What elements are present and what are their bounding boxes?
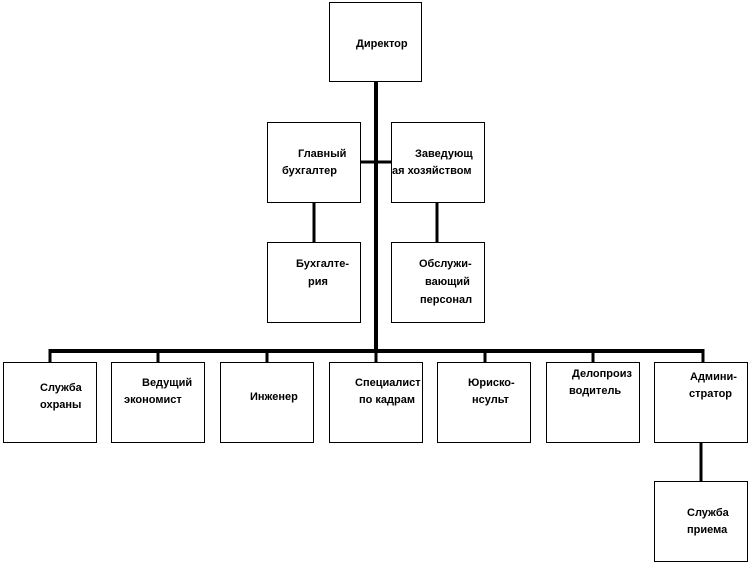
node-accounting-line1: Бухгалте- xyxy=(296,258,349,270)
node-lead-economist xyxy=(111,362,205,443)
node-engineer xyxy=(220,362,314,443)
node-reception-service xyxy=(654,481,748,562)
node-security-service-line2: охраны xyxy=(40,399,82,411)
node-legal-counsel-line1: Юриско- xyxy=(468,377,515,389)
node-service-staff-line3: персонал xyxy=(420,294,473,306)
node-accounting xyxy=(267,242,361,323)
node-lead-economist-line1: Ведущий xyxy=(142,377,193,389)
node-clerk xyxy=(546,362,640,443)
node-reception-service-line1: Служба xyxy=(687,507,729,519)
node-security-service-line1: Служба xyxy=(40,382,82,394)
node-service-staff-line2: вающий xyxy=(425,276,470,288)
node-lead-economist-line2: экономист xyxy=(124,394,182,406)
node-reception-service-line2: приема xyxy=(687,524,728,536)
node-housekeeping-head xyxy=(391,122,485,203)
node-security-service xyxy=(3,362,97,443)
node-engineer-line1: Инженер xyxy=(250,391,298,403)
node-housekeeping-head-line2: ая хозяйством xyxy=(392,165,472,177)
node-legal-counsel xyxy=(437,362,531,443)
node-service-staff xyxy=(391,242,485,323)
node-chief-accountant-line1: Главный xyxy=(298,148,347,160)
node-administrator-line1: Админи- xyxy=(690,371,737,383)
node-legal-counsel-line2: нсульт xyxy=(472,394,509,406)
node-director-label: Директор xyxy=(356,38,408,50)
node-administrator xyxy=(654,362,748,443)
node-hr-specialist-line2: по кадрам xyxy=(359,394,415,406)
node-administrator-line2: стратор xyxy=(689,388,733,400)
node-clerk-line1: Делопроиз xyxy=(572,368,632,380)
node-director xyxy=(329,2,422,82)
node-accounting-line2: рия xyxy=(308,276,328,288)
node-clerk-line2: водитель xyxy=(569,385,622,397)
node-hr-specialist-line1: Специалист xyxy=(355,377,421,389)
node-chief-accountant-line2: бухгалтер xyxy=(282,165,337,177)
node-hr-specialist xyxy=(329,362,423,443)
node-service-staff-line1: Обслужи- xyxy=(419,258,472,270)
node-housekeeping-head-line1: Заведующ xyxy=(415,148,473,160)
node-chief-accountant xyxy=(267,122,361,203)
